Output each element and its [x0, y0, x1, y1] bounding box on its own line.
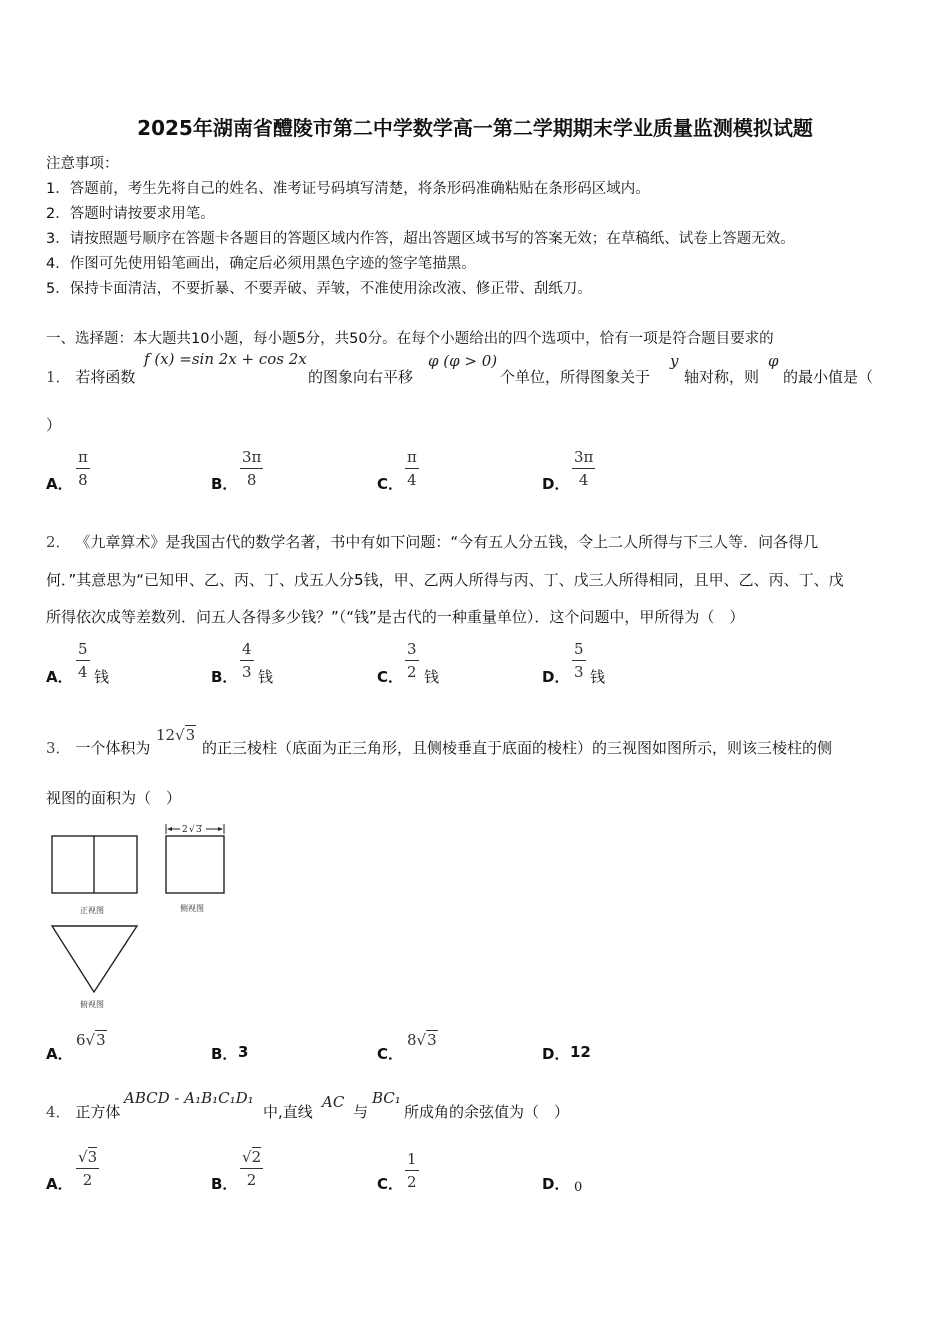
q1-math-phi: φ (φ > 0) — [428, 352, 498, 370]
q4-math-cube: ABCD - A₁B₁C₁D₁ — [124, 1089, 254, 1107]
q2-option-c-label[interactable]: C． — [377, 668, 404, 686]
denominator: 8 — [78, 471, 88, 489]
front-view-label: 正视图 — [80, 906, 104, 915]
dim-coef: 2 — [182, 825, 188, 835]
q3-option-a-value: 6√3 — [76, 1031, 106, 1049]
q4-option-d-value: 0 — [574, 1180, 583, 1195]
numerator: π — [78, 448, 88, 466]
q1-option-d-label[interactable]: D． — [542, 475, 570, 493]
q2-option-b-label[interactable]: B． — [211, 668, 238, 686]
q2-option-b-unit: 钱 — [258, 668, 274, 686]
q1-math-y: y — [670, 352, 679, 370]
q1-text-4: 轴对称，则 — [684, 368, 760, 386]
fraction-bar — [240, 660, 254, 661]
q2-option-d-value — [572, 640, 586, 681]
notice-heading: 注意事项： — [46, 156, 119, 172]
fraction-bar — [76, 660, 90, 661]
q2-option-d-unit: 钱 — [590, 668, 606, 686]
q4-math-bc1: BC₁ — [372, 1089, 401, 1107]
q1-text-2: 的图象向右平移 — [308, 368, 414, 386]
q3-line-2: 视图的面积为（ ） — [46, 789, 182, 807]
fraction-bar — [76, 1168, 99, 1169]
q1-option-b-value — [240, 448, 263, 489]
q4-text-4: 所成角的余弦值为（ ） — [404, 1103, 570, 1121]
numerator: 3π — [574, 448, 594, 466]
q1-text-5: 的最小值是（ — [783, 368, 874, 386]
numerator: 3π — [242, 448, 262, 466]
three-view-figure — [44, 820, 244, 1015]
q4-text-3: 与 — [353, 1103, 369, 1121]
q4-math-ac: AC — [322, 1093, 345, 1111]
numerator: 5 — [574, 640, 584, 658]
radicand: 3 — [427, 1031, 437, 1049]
numerator: √3 — [78, 1148, 98, 1166]
coefficient: 12 — [156, 726, 176, 744]
dim-rad: 3 — [196, 825, 202, 835]
q3-option-d-value: 12 — [570, 1043, 591, 1061]
q2-option-b-value — [240, 640, 254, 681]
q3-option-d-label[interactable]: D． — [542, 1045, 570, 1063]
q3-volume-value: 12√3 — [156, 726, 196, 744]
q1-math-phi2: φ — [768, 352, 779, 370]
q2-option-a-label[interactable]: A． — [46, 668, 73, 686]
denominator: 4 — [578, 471, 589, 489]
denominator: 2 — [246, 1171, 257, 1189]
radicand: 3 — [87, 1148, 98, 1166]
denominator: 8 — [246, 471, 257, 489]
notice-item-1: 1．答题前，考生先将自己的姓名、准考证号码填写清楚，将条形码准确粘贴在条形码区域内。 — [46, 181, 650, 197]
denominator: 4 — [78, 663, 88, 681]
dim-root-sign: √ — [189, 825, 195, 835]
q1-option-b-label[interactable]: B． — [211, 475, 238, 493]
question-2 — [46, 531, 818, 552]
question-number: 4． — [46, 1103, 71, 1121]
q3-option-c-value: 8√3 — [407, 1031, 437, 1049]
denominator: 2 — [407, 663, 417, 681]
q4-option-c-label[interactable]: C． — [377, 1175, 404, 1193]
page-title: 2025年湖南省醴陵市第二中学数学高一第二学期期末学业质量监测模拟试题 — [137, 116, 813, 140]
denominator: 4 — [407, 471, 417, 489]
coefficient: 6 — [76, 1031, 86, 1049]
radicand: 3 — [185, 726, 196, 744]
dim-arrow-left — [167, 827, 172, 831]
q1-math-function: f (x) =sin 2x + cos 2x — [144, 350, 307, 368]
question-4 — [46, 1101, 120, 1122]
radicand: 3 — [96, 1031, 106, 1049]
fraction-bar — [572, 468, 595, 469]
notice-item-3: 3．请按照题号顺序在答题卡各题目的答题区域内作答，超出答题区域书写的答案无效；在草稿纸、试卷上答题无效。 — [46, 231, 795, 247]
coefficient: 8 — [407, 1031, 417, 1049]
numerator: √2 — [242, 1148, 262, 1166]
denominator: 3 — [574, 663, 584, 681]
q1-text-1: 若将函数 — [75, 368, 136, 386]
radicand: 2 — [251, 1148, 262, 1166]
q4-text-1: 正方体 — [75, 1103, 121, 1121]
question-number: 3． — [46, 739, 71, 757]
q1-text-6: ） — [46, 416, 62, 434]
q1-option-a-label[interactable]: A． — [46, 475, 73, 493]
q3-option-a-label[interactable]: A． — [46, 1045, 73, 1063]
section-heading: 一、选择题：本大题共10小题，每小题5分，共50分。在每个小题给出的四个选项中，恰有一项是符合题目要求的 — [46, 331, 774, 347]
q4-option-a-value — [76, 1148, 99, 1189]
numerator: 4 — [242, 640, 252, 658]
fraction-bar — [240, 468, 263, 469]
numerator: 1 — [407, 1150, 417, 1168]
q3-option-b-label[interactable]: B． — [211, 1045, 238, 1063]
fraction-bar — [240, 1168, 263, 1169]
q3-text-1: 一个体积为 — [75, 739, 151, 757]
top-view-label: 俯视图 — [80, 1000, 104, 1009]
question-3 — [46, 737, 150, 758]
q2-option-a-unit: 钱 — [94, 668, 110, 686]
q1-option-a-value — [76, 448, 90, 489]
q4-option-c-value — [405, 1150, 419, 1191]
fraction-bar — [405, 660, 419, 661]
q3-text-2: 的正三棱柱（底面为正三角形，且侧棱垂直于底面的棱柱）的三视图如图所示，则该三棱柱的侧 — [202, 739, 833, 757]
notice-item-5: 5．保持卡面清洁，不要折暴、不要弄破、弄皱，不准使用涂改液、修正带、刮纸刀。 — [46, 281, 592, 297]
numerator: 5 — [78, 640, 88, 658]
q1-option-c-label[interactable]: C． — [377, 475, 404, 493]
notice-item-4: 4．作图可先使用铅笔画出，确定后必须用黑色字迹的签字笔描黑。 — [46, 256, 476, 272]
q2-line-1: 《九章算术》是我国古代的数学名著，书中有如下问题：“今有五人分五钱，令上二人所得与下三人等．问各得几 — [75, 533, 819, 551]
top-view-triangle — [52, 926, 137, 992]
side-view-rect — [166, 836, 224, 893]
q2-line-2: 何．”其意思为“已知甲、乙、丙、丁、戊五人分5钱，甲、乙两人所得与丙、丁、戊三人所得相同，且甲、乙、丙、丁、戊 — [46, 571, 844, 589]
question-number: 2． — [46, 533, 71, 551]
q1-option-c-value — [405, 448, 419, 489]
numerator: π — [407, 448, 417, 466]
question-number: 1． — [46, 368, 71, 386]
q4-text-2: 中,直线 — [263, 1103, 313, 1121]
q4-option-d-label[interactable]: D． — [542, 1175, 570, 1193]
side-view-label: 侧视图 — [180, 904, 204, 913]
q2-option-c-value — [405, 640, 419, 681]
denominator: 2 — [407, 1173, 417, 1191]
q2-option-c-unit: 钱 — [424, 668, 440, 686]
denominator: 3 — [242, 663, 252, 681]
notice-item-2: 2．答题时请按要求用笔。 — [46, 206, 215, 222]
q2-line-3: 所得依次成等差数列．问五人各得多少钱？”（“钱”是古代的一种重量单位）．这个问题中，甲所得为（ ） — [46, 608, 745, 626]
numerator: 3 — [407, 640, 417, 658]
q4-option-b-label[interactable]: B． — [211, 1175, 238, 1193]
dim-arrow-right — [218, 827, 223, 831]
fraction-bar — [405, 1170, 419, 1171]
q1-option-d-value — [572, 448, 595, 489]
q4-option-b-value — [240, 1148, 263, 1189]
fraction-bar — [405, 468, 419, 469]
question-1 — [46, 366, 135, 387]
q4-option-a-label[interactable]: A． — [46, 1175, 73, 1193]
q1-text-3: 个单位，所得图象关于 — [500, 368, 651, 386]
q3-option-b-value: 3 — [238, 1043, 249, 1061]
fraction-bar — [76, 468, 90, 469]
denominator: 2 — [82, 1171, 93, 1189]
q3-option-c-label[interactable]: C． — [377, 1045, 404, 1063]
q2-option-d-label[interactable]: D． — [542, 668, 570, 686]
fraction-bar — [572, 660, 586, 661]
q2-option-a-value — [76, 640, 90, 681]
